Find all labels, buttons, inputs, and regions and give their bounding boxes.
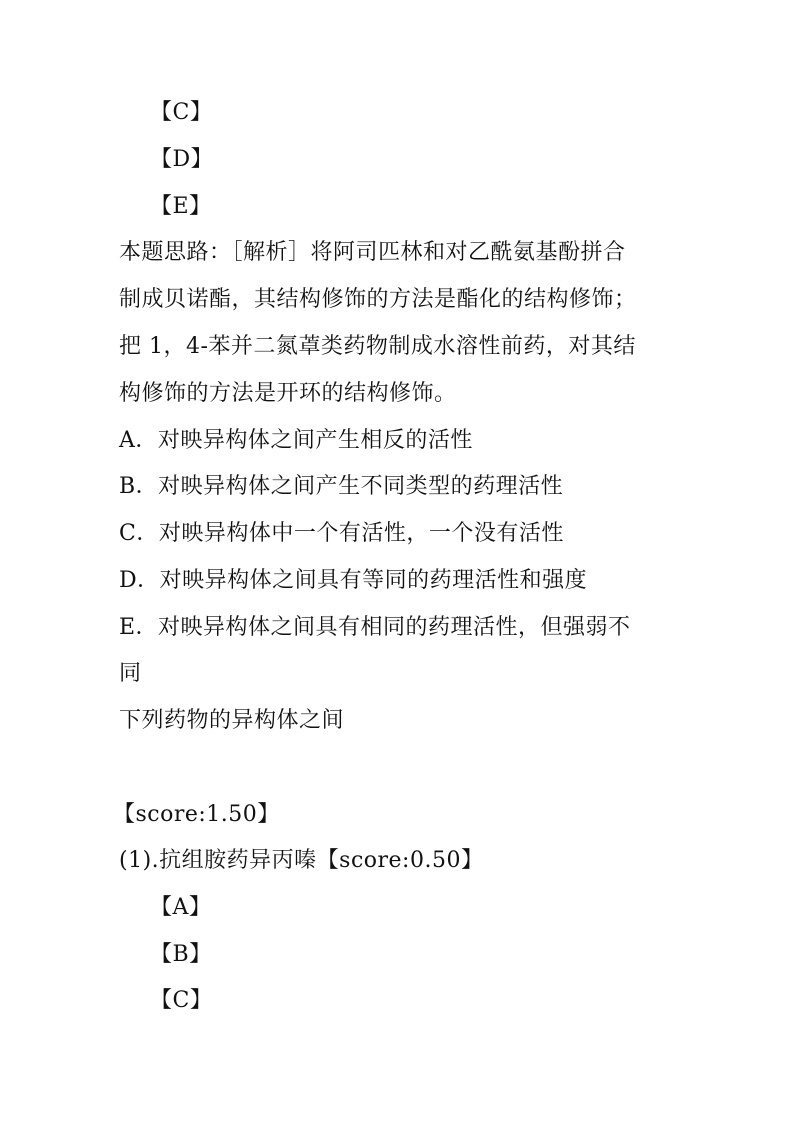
choice-c: C．对映异构体中一个有活性，一个没有活性 <box>119 521 564 546</box>
choice-a: A．对映异构体之间产生相反的活性 <box>119 428 473 453</box>
choice-b: B．对映异构体之间产生不同类型的药理活性 <box>119 474 564 499</box>
option-d-label: 【D】 <box>150 147 214 172</box>
group-score: 【score:1.50】 <box>113 802 280 827</box>
explanation-line-3: 把 1，4-苯并二氮䓬类药物制成水溶性前药，对其结 <box>119 334 636 359</box>
explanation-line-2: 制成贝诺酯，其结构修饰的方法是酯化的结构修饰； <box>119 287 637 312</box>
sub-option-a-label: 【A】 <box>150 895 212 920</box>
explanation-line-1: 本题思路：［解析］将阿司匹林和对乙酰氨基酚拼合 <box>119 240 626 265</box>
question-stem: 下列药物的异构体之间 <box>119 708 345 733</box>
sub-option-c-label: 【C】 <box>150 988 213 1013</box>
choice-e: E．对映异构体之间具有相同的药理活性，但强弱不 <box>119 615 631 640</box>
explanation-line-4: 构修饰的方法是开环的结构修饰。 <box>119 381 457 406</box>
option-c-label: 【C】 <box>150 100 213 125</box>
choice-e-continued: 同 <box>119 661 142 686</box>
subquestion-1: (1).抗组胺药异丙嗪【score:0.50】 <box>119 848 484 873</box>
choice-d: D．对映异构体之间具有等同的药理活性和强度 <box>119 568 588 593</box>
sub-option-b-label: 【B】 <box>150 942 212 967</box>
option-e-label: 【E】 <box>150 194 212 219</box>
